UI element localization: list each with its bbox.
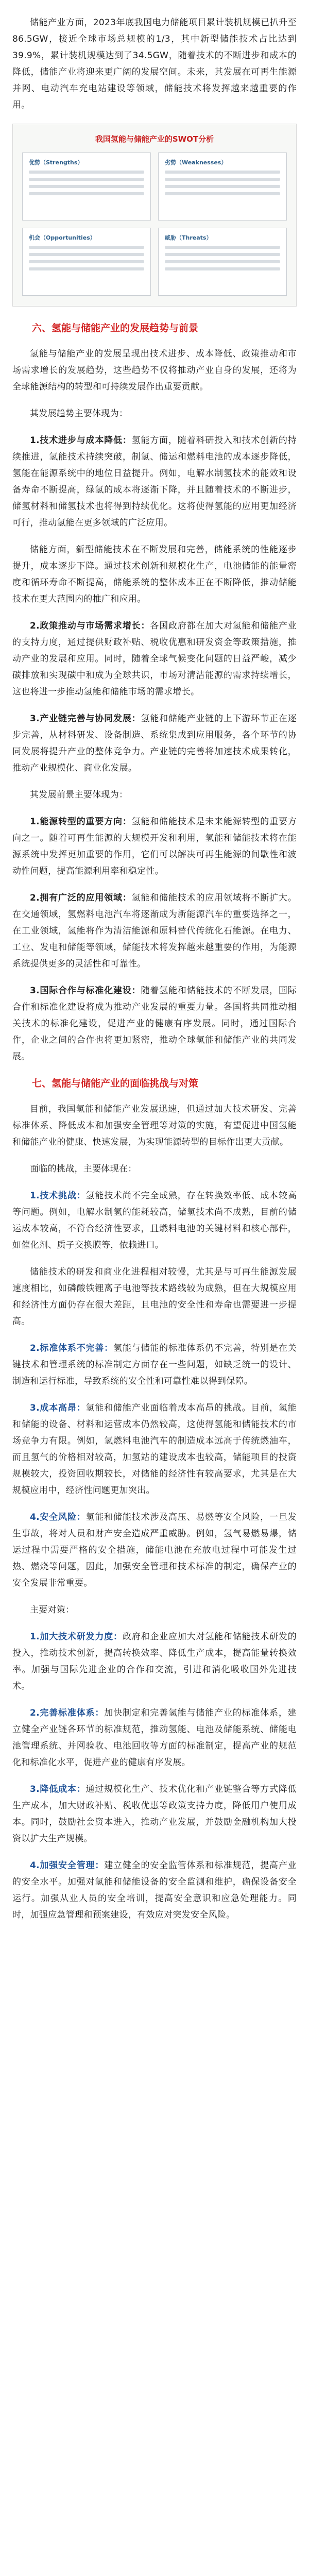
swot-line bbox=[165, 178, 280, 181]
swot-grid bbox=[22, 152, 287, 296]
swot-line bbox=[29, 246, 144, 249]
swot-strengths bbox=[22, 152, 151, 221]
section-six bbox=[0, 320, 309, 1065]
challenge-safety bbox=[12, 1509, 297, 1591]
paragraph-1: 储能产业方面，2023年底我国电力储能项目累计装机规模已扒升至86.5GW，接近全球市场总规模的1/3，其中新型储能技术占比达到39.9%，累计装机规模达到了34.5GW，随着技术的不断进步和成本的降低，储能产业将迎来更广阔的发展空间。未来，其发展在可再生能源并网、电动汽车充电站建设等领域，储能技术将发挥越来越重要的作用。 bbox=[12, 18, 297, 110]
paragraph-15: 储能技术的研发和商业化进程相对较慢，尤其是与可再生能源发展速度相比，如磷酸铁锂离子电池等技术路线较为成熟，但在大规模应用和经济性方面仍存在很大差距，且电池的安全性和寿命也需要进一步提高。 bbox=[12, 1267, 297, 1327]
swot-line bbox=[165, 267, 280, 270]
swot-line bbox=[29, 267, 144, 270]
swot-threats-title: 威胁（Threats） bbox=[165, 234, 212, 241]
paragraph-16: 氢能与储能的标准体系仍不完善，特别是在关键技术和管理系统的标准制定方面存在一些问题，如缺乏统一的设计、制造和运行标准，导致系统的安全性和可靠性难以得到保障。 bbox=[12, 1343, 297, 1386]
section-seven-title: 七、氢能与储能产业的面临挑战与对策 bbox=[32, 1078, 199, 1089]
swot-strengths-title: 优势（Strengths） bbox=[29, 159, 83, 166]
swot-line bbox=[165, 260, 280, 263]
swot-weaknesses bbox=[158, 152, 287, 221]
paragraph-18: 氢能和储能技术涉及高压、易燃等安全风险，一旦发生事故，将对人员和财产安全造成严重威胁。例如，氢气易燃易爆，储运过程中需要严格的安全措施，储能电池在充放电过程中可能发生过热、燃烧等问题，因此，加强安全管理和技术标准的制定，确保产业的安全发展非常重要。 bbox=[12, 1512, 297, 1588]
paragraph-11: 随着氢能和储能技术的不断发展，国际合作和标准化建设将成为推动产业发展的重要力量。各国将共同推动相关技术的标准化建设，促进产业的健康有序发展。同时，通过国际合作，企业之间的合作也将更加紧密，推动全球氢能和储能产业的共同发展。 bbox=[12, 986, 297, 1062]
swot-weaknesses-title: 劣势（Weaknesses） bbox=[165, 159, 227, 166]
subhead-14: 4.加强安全管理： bbox=[30, 1860, 105, 1871]
subhead-2: 2.政策推动与市场需求增长： bbox=[30, 621, 150, 631]
paragraph-20: 政府和企业应加大对氢能和储能技术研发的投入，推动技术创新，提高转换效率、降低生产成本，提高能量转换效率。加强与国际先进企业的合作和交流，引进和消化吸收国外先进技术。 bbox=[12, 1632, 297, 1691]
section-seven bbox=[0, 1075, 309, 1923]
subhead-6: 3.国际合作与标准化建设： bbox=[30, 986, 141, 996]
paragraph-4: 氢能方面，随着科研投入和技术创新的持续推进，氢能技术持续突破，制氢、储运和燃料电池的成本逐步降低，氢能在能源系统中的地位日益提升。例如，电解水制氢技术的能效和设备寿命不断提高，绿氢的成本将逐渐下降，并且随着技术的不断进步，储氢材料和储氢技术也将得到持续优化。这将使得氢能的应用更加经济可行，推动氢能在更多领域的广泛应用。 bbox=[12, 435, 297, 528]
swot-line bbox=[29, 192, 144, 195]
swot-threats bbox=[158, 228, 287, 296]
swot-opportunities bbox=[22, 228, 151, 296]
swot-line bbox=[165, 185, 280, 188]
measure-cost bbox=[12, 1781, 297, 1847]
challenge-standards bbox=[12, 1340, 297, 1389]
measure-safety bbox=[12, 1857, 297, 1923]
subhead-12: 2.完善标准体系： bbox=[30, 1708, 105, 1718]
paragraph-19: 主要对策： bbox=[30, 1605, 75, 1615]
top-text-block bbox=[0, 0, 309, 307]
paragraph-17: 氢能和储能产业面临着成本高昂的挑战。目前，氢能和储能的设备、材料和运营成本仍然较高，这使得氢能和储能技术的市场竞争力有限。例如，氢燃料电池汽车的制造成本远高于传统燃油车，而且氢气的价格相对较高，加氢站的建设成本也较高，储能项目的投资规模较大，投资回收期较长，对储能的经济性有较高要求，尤其是在大规模应用中，经济性问题更加突出。 bbox=[12, 1403, 297, 1496]
subhead-8: 2.标准体系不完善： bbox=[30, 1343, 114, 1353]
paragraph-7: 氢能和储能产业链的上下游环节正在逐步完善，从材料研发、设备制造、系统集成到应用服务，各个环节的协同发展将提升产业的整体竞争力。产业链的完善将加速技术成果转化，推动产业规模化、商业化发展。 bbox=[12, 714, 297, 773]
swot-line bbox=[29, 178, 144, 181]
measure-rd bbox=[12, 1629, 297, 1694]
swot-line bbox=[165, 192, 280, 195]
paragraph-21: 加快制定和完善氢能与储能产业的标准体系，建立健全产业链各环节的标准规范，推动氢能、电池及储能系统、储能电池管理系统、并网验收、电池回收等方面的标准制定，提高产业的规范化和标准化水平，促进产业的健康有序发展。 bbox=[12, 1708, 297, 1768]
section-six-title: 六、氢能与储能产业的发展趋势与前景 bbox=[32, 323, 199, 334]
subhead-5: 2.拥有广泛的应用领域： bbox=[30, 893, 132, 903]
paragraph-8: 其发展前景主要体现为： bbox=[30, 790, 128, 800]
subhead-11: 1.加大技术研发力度： bbox=[30, 1632, 123, 1642]
paragraph-23: 建立健全的安全监管体系和标准规范，提高产业的安全水平。加强对氢能和储能设备的安全监测和维护，确保设备安全运行。加强从业人员的安全培训，提高安全意识和应急处理能力。同时，加强应急管理和预案建设，有效应对突发安全风险。 bbox=[12, 1860, 297, 1920]
subhead-7: 1.技术挑战： bbox=[30, 1191, 86, 1201]
subhead-13: 3.降低成本： bbox=[30, 1784, 86, 1794]
swot-opportunities-title: 机会（Opportunities） bbox=[29, 234, 96, 241]
subhead-10: 4.安全风险： bbox=[30, 1512, 86, 1522]
trend-policy-demand bbox=[12, 618, 297, 700]
paragraph-14: 氢能技术尚不完全成熟，存在转换效率低、成本较高等问题。例如，电解水制氢的能耗较高，储氢技术尚不成熟，目前的储运成本较高，不符合经济性要求，且燃料电池的关键材料和核心部件，如催化剂、质子交换膜等，依赖进口。 bbox=[12, 1191, 297, 1250]
swot-line bbox=[165, 171, 280, 174]
challenge-cost bbox=[12, 1400, 297, 1499]
paragraph-9: 氢能和储能技术是未来能源转型的重要方向之一。随着可再生能源的大规模开发和利用，氢能和储能技术将在能源系统中发挥更加重要的作用，它们可以解决可再生能源的间歇性和波动性问题，提高能源利用率和稳定性。 bbox=[12, 817, 297, 876]
measure-standards bbox=[12, 1705, 297, 1771]
swot-line bbox=[165, 253, 280, 256]
swot-line bbox=[29, 171, 144, 174]
trend-industry-chain bbox=[12, 710, 297, 776]
swot-figure bbox=[12, 124, 297, 307]
paragraph-5: 储能方面，新型储能技术在不断发展和完善，储能系统的性能逐步提升，成本逐步下降。通过技术创新和规模化生产，电池储能的能量密度和循环寿命不断提高，储能系统的整体成本正在不断降低，推动储能技术在更大范围内的推广和应用。 bbox=[12, 545, 297, 604]
paragraph-22: 通过规模化生产、技术优化和产业链整合等方式降低生产成本，加大财政补贴、税收优惠等政策支持力度，降低用户使用成本。同时，鼓励社会资本进入，推动产业发展，并鼓励金融机构加大投资以扩大生产规模。 bbox=[12, 1784, 297, 1844]
paragraph-13: 面临的挑战，主要体现在： bbox=[30, 1164, 137, 1174]
swot-line bbox=[165, 246, 280, 249]
prospect-applications bbox=[12, 890, 297, 972]
subhead-4: 1.能源转型的重要方向： bbox=[30, 817, 132, 827]
paragraph-10: 氢能和储能技术的应用领域将不断扩大。在交通领域，氢燃料电池汽车将逐渐成为新能源汽车的重要选择之一，在工业领域，氢能将作为清洁能源和原料替代传统化石能源。在电力、工业、发电和储能等领域，储能技术将发挥越来越重要的作用，为能源系统提供更多的灵活性和可靠性。 bbox=[12, 893, 297, 969]
challenge-tech bbox=[12, 1188, 297, 1253]
swot-line bbox=[29, 253, 144, 256]
prospect-energy-transition bbox=[12, 814, 297, 879]
paragraph-12: 目前，我国氢能和储能产业发展迅速，但通过加大技术研发、完善标准体系、降低成本和加强安全管理等对策的实施，有望促进中国氢能和储能产业的健康、快速发展，为实现能源转型的目标作出更大贡献。 bbox=[12, 1104, 297, 1147]
trend-tech-cost bbox=[12, 432, 297, 531]
subhead-9: 3.成本高昂： bbox=[30, 1403, 86, 1413]
paragraph-2: 氢能与储能产业的发展呈现出技术进步、成本降低、政策推动和市场需求增长的发展趋势，这些趋势不仅将推动产业自身的发展，还将为全球能源结构的转型和可持续发展作出重要贡献。 bbox=[12, 349, 297, 392]
swot-title: 我国氢能与储能产业的SWOT分析 bbox=[95, 134, 214, 144]
paragraph-6: 各国政府都在加大对氢能和储能产业的支持力度，通过提供财政补贴、税收优惠和研发资金等政策措施，推动产业的发展和应用。同时，随着全球气候变化问题的日益严峻，减少碳排放和实现碳中和成为全球共识，市场对清洁能源的需求持续增长，这也将进一步推动氢能和储能市场的需求增长。 bbox=[12, 621, 297, 697]
swot-line bbox=[29, 260, 144, 263]
paragraph-3: 其发展趋势主要体现为： bbox=[30, 409, 128, 419]
subhead-3: 3.产业链完善与协同发展： bbox=[30, 714, 141, 724]
subhead-1: 1.技术进步与成本降低： bbox=[30, 435, 132, 446]
prospect-international bbox=[12, 982, 297, 1065]
swot-line bbox=[29, 185, 144, 188]
